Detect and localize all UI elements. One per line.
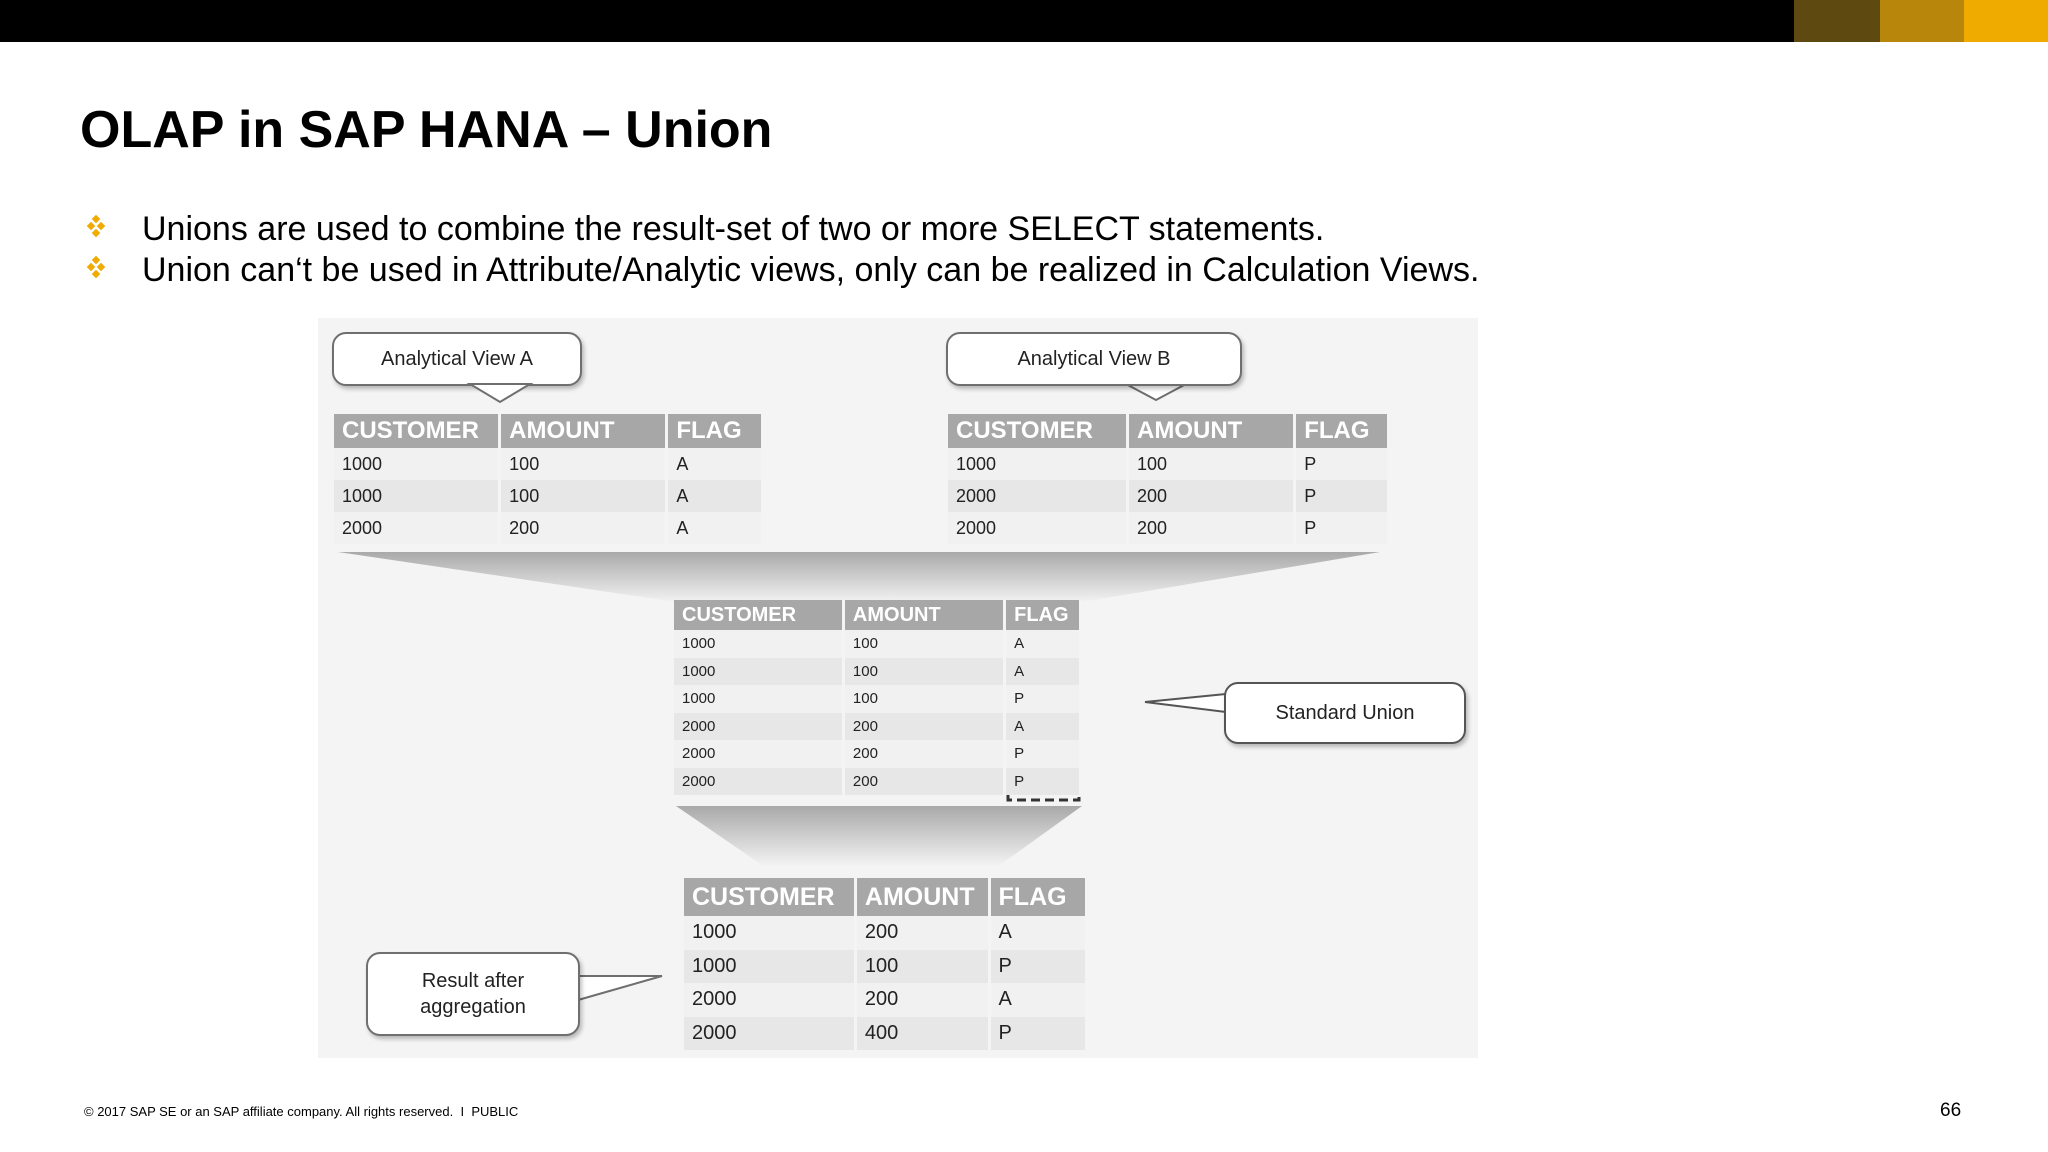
cell-flag: P [1005, 768, 1081, 796]
table-row [674, 685, 1081, 713]
callout-standard-union [1224, 682, 1466, 744]
cell-amount: 200 [843, 713, 1004, 741]
cell-amount: 200 [843, 740, 1004, 768]
cell-customer: 1000 [684, 950, 855, 984]
table-row [948, 480, 1389, 512]
callout-result-after-aggregation [366, 952, 580, 1036]
callout-b-pointer [1126, 384, 1186, 400]
table-row [334, 480, 763, 512]
cell-flag: A [667, 480, 763, 512]
cell-amount: 200 [855, 983, 989, 1017]
cell-customer: 2000 [684, 1017, 855, 1051]
copyright-text: © 2017 SAP SE or an SAP affiliate company. All rights reserved. [84, 1104, 454, 1119]
table-row [334, 448, 763, 480]
cell-amount: 200 [843, 768, 1004, 796]
cell-flag: A [989, 983, 1086, 1017]
cell-customer: 2000 [684, 983, 855, 1017]
header-amount: AMOUNT [843, 600, 1004, 630]
table-header-row [334, 414, 763, 448]
cell-customer: 2000 [674, 768, 843, 796]
cell-customer: 2000 [334, 512, 500, 544]
bullet-text: Unions are used to combine the result-set of two or more SELECT statements. [142, 210, 1325, 248]
header-amount: AMOUNT [1128, 414, 1295, 448]
cell-customer: 1000 [948, 448, 1128, 480]
table-header-row [674, 600, 1081, 630]
table-row [684, 916, 1087, 950]
callout-union-pointer [1145, 694, 1226, 712]
table-row [684, 950, 1087, 984]
cell-amount: 400 [855, 1017, 989, 1051]
cell-customer: 1000 [684, 916, 855, 950]
header-flag: FLAG [667, 414, 763, 448]
table-row [674, 768, 1081, 796]
page-number: 66 [1940, 1100, 1962, 1121]
cell-flag: P [1295, 448, 1389, 480]
callout-view-a-label: Analytical View A [381, 347, 533, 370]
cell-flag: P [1295, 512, 1389, 544]
cell-flag: A [667, 448, 763, 480]
header-customer: CUSTOMER [948, 414, 1128, 448]
callout-result-line-1: Result after [421, 970, 525, 992]
cell-amount: 100 [843, 658, 1004, 686]
classification-label: PUBLIC [471, 1104, 519, 1119]
callout-view-b-label: Analytical View B [1017, 347, 1171, 370]
cell-amount: 200 [1128, 480, 1295, 512]
table-row [674, 658, 1081, 686]
callout-result-line-2: aggregation [420, 996, 526, 1018]
cell-flag: P [989, 1017, 1086, 1051]
cell-amount: 200 [855, 916, 989, 950]
header-amount: AMOUNT [855, 878, 989, 916]
cell-customer: 1000 [334, 480, 500, 512]
cell-flag: P [1005, 685, 1081, 713]
header-flag: FLAG [1295, 414, 1389, 448]
table-view-b [948, 414, 1390, 544]
header-amount: AMOUNT [500, 414, 667, 448]
cell-customer: 2000 [948, 512, 1128, 544]
cell-customer: 2000 [948, 480, 1128, 512]
cell-customer: 2000 [674, 713, 843, 741]
footer-copyright [84, 1104, 518, 1119]
cell-customer: 1000 [674, 630, 843, 658]
callout-a-pointer [470, 384, 530, 402]
cell-flag: A [667, 512, 763, 544]
table-standard-union [674, 600, 1082, 795]
cell-customer: 1000 [674, 685, 843, 713]
header-customer: CUSTOMER [674, 600, 843, 630]
cell-amount: 100 [843, 630, 1004, 658]
table-row [684, 983, 1087, 1017]
cell-flag: P [989, 950, 1086, 984]
cell-amount: 200 [500, 512, 667, 544]
cell-amount: 200 [1128, 512, 1295, 544]
table-row [674, 630, 1081, 658]
table-row [948, 512, 1389, 544]
cell-flag: A [989, 916, 1086, 950]
callout-standard-union-label: Standard Union [1275, 701, 1415, 724]
table-row [334, 512, 763, 544]
callout-result-label [420, 968, 526, 1020]
table-row [684, 1017, 1087, 1051]
cell-amount: 100 [500, 480, 667, 512]
slide-title: OLAP in SAP HANA – Union [80, 101, 773, 159]
table-header-row [684, 878, 1087, 916]
cell-amount: 100 [1128, 448, 1295, 480]
footer-separator: I [460, 1104, 465, 1119]
cell-flag: P [1005, 740, 1081, 768]
cell-flag: P [1295, 480, 1389, 512]
cell-amount: 100 [500, 448, 667, 480]
table-header-row [948, 414, 1389, 448]
cell-amount: 100 [855, 950, 989, 984]
table-row [948, 448, 1389, 480]
bullet-text: Union can‘t be used in Attribute/Analytic views, only can be realized in Calculation Views. [142, 251, 1480, 289]
table-row [674, 713, 1081, 741]
cell-customer: 1000 [334, 448, 500, 480]
table-view-a [334, 414, 764, 544]
cell-flag: A [1005, 713, 1081, 741]
header-customer: CUSTOMER [334, 414, 500, 448]
cell-customer: 1000 [674, 658, 843, 686]
table-result-after-aggregation [684, 878, 1088, 1050]
table-row [674, 740, 1081, 768]
header-flag: FLAG [989, 878, 1086, 916]
cell-flag: A [1005, 658, 1081, 686]
header-flag: FLAG [1005, 600, 1081, 630]
callout-result-pointer [578, 976, 662, 1000]
cell-amount: 100 [843, 685, 1004, 713]
header-customer: CUSTOMER [684, 878, 855, 916]
cell-flag: A [1005, 630, 1081, 658]
callout-view-b [946, 332, 1242, 386]
cell-customer: 2000 [674, 740, 843, 768]
